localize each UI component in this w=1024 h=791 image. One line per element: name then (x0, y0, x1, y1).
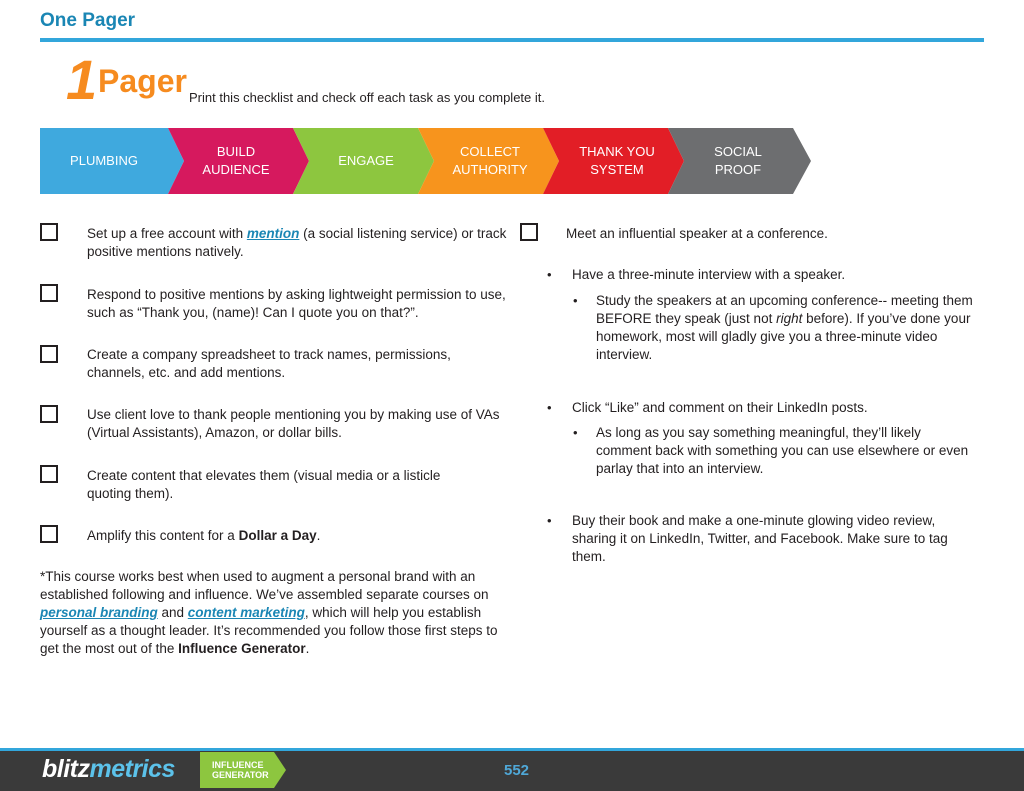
course-footnote (40, 568, 510, 658)
footnote-part-4: . (305, 641, 310, 656)
task-5-text: Create content that elevates them (visual media or a listicle quoting them). (87, 468, 441, 501)
task-1-pre: Set up a free account with (87, 226, 247, 241)
task-1-text (87, 225, 507, 261)
brand-part-a: blitz (42, 755, 90, 783)
task-4-text: Use client love to thank people mentioning you by making use of VAs (Virtual Assistants), Amazon, or dollar bills. (87, 407, 500, 440)
step-label-line1: BUILD (216, 144, 256, 159)
bullet-icon: • (547, 400, 552, 415)
task-6-text (87, 527, 507, 545)
step-label-line2: SYSTEM (590, 162, 644, 177)
badge-text (212, 760, 269, 780)
bullet-1-text: Have a three-minute interview with a speaker. (572, 267, 846, 282)
intro-text: Print this checklist and check off each task as you complete it. (189, 90, 545, 105)
bullet-icon: • (573, 425, 578, 440)
footnote-part-1: *This course works best when used to augment a personal brand with an established following and influence. We’ve assembled separate courses on (40, 569, 489, 602)
header-divider (40, 38, 984, 42)
bullet-2a-text: As long as you say something meaningful, they’ll likely comment back with something you can use elsewhere or even parlay that into an interview. (596, 425, 969, 476)
badge-line-2: GENERATOR (212, 770, 269, 780)
task-7-text: Meet an influential speaker at a conference. (566, 226, 828, 241)
step-label-line2: PROOF (714, 162, 762, 177)
page-number: 552 (504, 762, 530, 779)
process-steps (40, 128, 812, 194)
footnote-part-3: , which will help you establish yourself as a thought leader. It’s recommended you follow those first steps to get the most out of the (40, 605, 498, 656)
page-title: One Pager (40, 10, 136, 31)
step-plumbing (40, 128, 168, 194)
task-6-post: . (316, 528, 321, 543)
bullet-3-text: Buy their book and make a one-minute glowing video review, sharing it on LinkedIn, Twitter, and Facebook. Make sure to tag them. (572, 513, 948, 564)
dollar-a-day-text: Dollar a Day (238, 528, 317, 543)
step-label-line2: AUTHORITY (452, 162, 528, 177)
step-build-audience (176, 128, 296, 194)
checkbox-task-4[interactable] (40, 405, 58, 423)
footnote-part-2: and (157, 605, 188, 620)
step-social-proof (678, 128, 798, 194)
logo-word: Pager (98, 63, 187, 99)
step-label-line1: ENGAGE (338, 153, 394, 168)
bullet-1a-pre: Study the speakers at an upcoming conference-- meeting them BEFORE they speak (just not (596, 293, 973, 326)
brand-part-b: metrics (89, 755, 175, 783)
task-1-post: (a social listening service) or track positive mentions natively. (87, 226, 507, 259)
checkbox-task-6[interactable] (40, 525, 58, 543)
footer-accent-line (0, 748, 1024, 751)
bullet-icon: • (573, 293, 578, 308)
step-collect-authority (428, 128, 552, 194)
checkbox-task-5[interactable] (40, 465, 58, 483)
bullet-1a-italic: right (776, 311, 803, 326)
mention-link[interactable]: mention (246, 226, 300, 241)
checkbox-task-1[interactable] (40, 223, 58, 241)
content-marketing-link[interactable]: content marketing (187, 605, 305, 620)
bullet-icon: • (547, 267, 552, 282)
task-3-text: Create a company spreadsheet to track names, permissions, channels, etc. and add mentions. (87, 347, 451, 380)
blitzmetrics-logo (42, 755, 175, 784)
step-label-line2: AUDIENCE (202, 162, 270, 177)
bullet-icon: • (547, 513, 552, 528)
bullet-1a-text (596, 292, 976, 364)
step-thank-you-system (553, 128, 681, 194)
influence-generator-text: Influence Generator (178, 641, 306, 656)
step-label-line1: COLLECT (460, 144, 520, 159)
step-engage (304, 128, 428, 194)
task-6-pre: Amplify this content for a (87, 528, 239, 543)
logo-number: 1 (66, 48, 96, 111)
step-label-line1: THANK YOU (579, 144, 655, 159)
step-label-line1: PLUMBING (70, 153, 138, 168)
personal-branding-link[interactable]: personal branding (40, 605, 158, 620)
badge-line-1: INFLUENCE (212, 760, 264, 770)
bullet-2-text: Click “Like” and comment on their LinkedIn posts. (572, 400, 868, 415)
checkbox-task-7[interactable] (520, 223, 538, 241)
task-2-text: Respond to positive mentions by asking lightweight permission to use, such as “Thank you, (name)! Can I quote you on that?”. (87, 287, 506, 320)
step-label-line1: SOCIAL (714, 144, 762, 159)
bullet-1a-post: before). If you’ve done your homework, most will gladly give you a three-minute video interview. (596, 311, 971, 362)
checkbox-task-2[interactable] (40, 284, 58, 302)
checkbox-task-3[interactable] (40, 345, 58, 363)
